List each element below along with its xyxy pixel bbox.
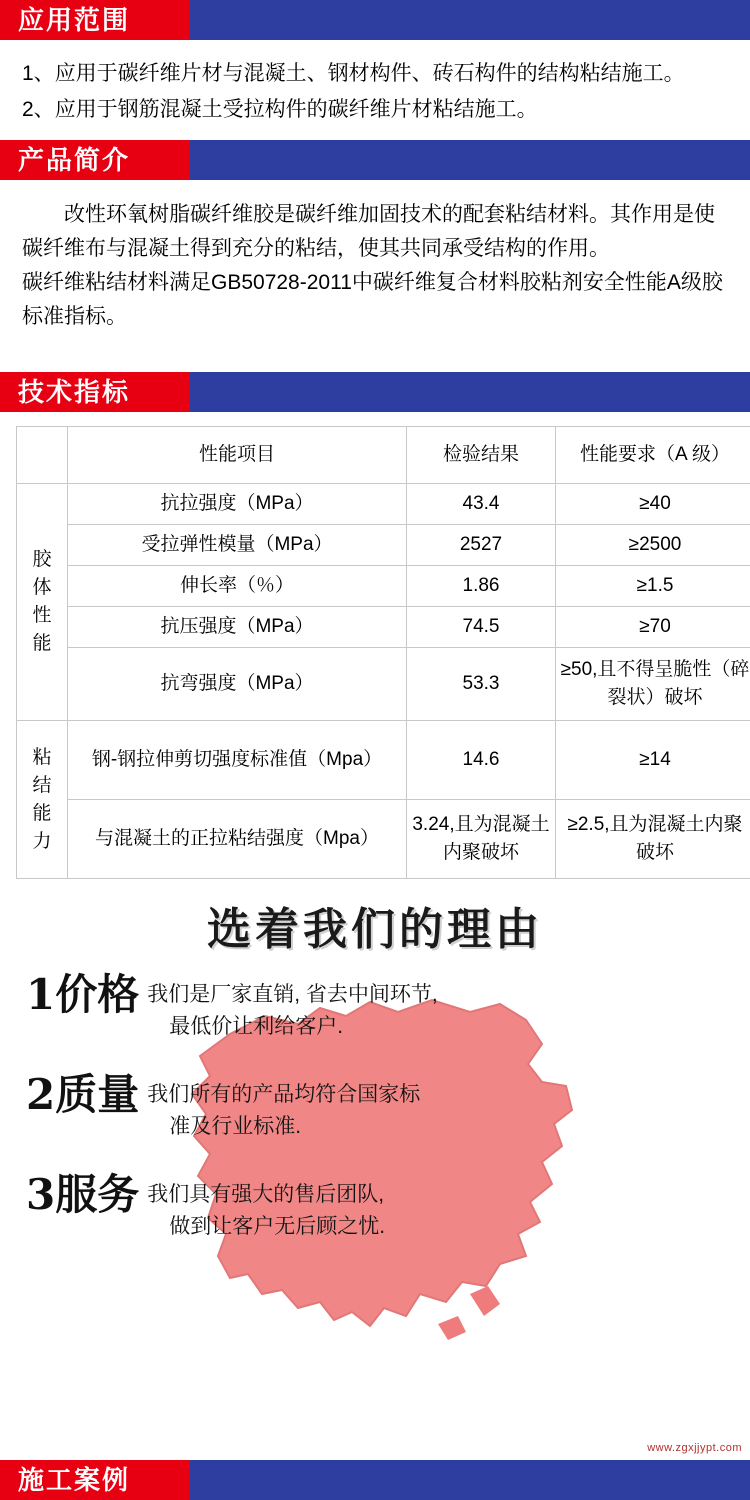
reasons-title: 选着我们的理由	[207, 904, 543, 955]
table-cell-name: 抗弯强度（MPa）	[68, 648, 407, 721]
section-header-tech	[0, 372, 750, 412]
table-cell-require: ≥2.5,且为混凝土内聚破坏	[556, 800, 750, 879]
table-cell-require: ≥14	[556, 721, 750, 800]
table-cell-require: ≥1.5	[556, 566, 750, 607]
table-row	[17, 525, 750, 566]
section-title-cases: 施工案例	[18, 1465, 131, 1495]
reason-body	[139, 1071, 420, 1143]
table-group-label-gel: 胶 体 性 能	[17, 484, 68, 721]
table-cell-result: 2527	[407, 525, 556, 566]
table-header-cell: 性能项目	[68, 427, 407, 484]
section-header-accent	[190, 140, 750, 180]
scope-item-text: 应用于碳纤维片材与混凝土、钢材构件、砖石构件的结构粘结施工。	[54, 62, 685, 85]
section-header-scope	[0, 0, 750, 40]
table-cell-require: ≥40	[556, 484, 750, 525]
reason-line: 我们具有强大的售后团队,	[147, 1183, 385, 1206]
list-item	[26, 971, 750, 1043]
reason-line: 准及行业标准.	[169, 1115, 302, 1138]
table-cell-result: 74.5	[407, 607, 556, 648]
table-header-cell: 检验结果	[407, 427, 556, 484]
reason-line: 最低价让利给客户.	[169, 1015, 344, 1038]
section-title-scope: 应用范围	[18, 5, 131, 35]
table-cell-require: ≥50,且不得呈脆性（碎裂状）破坏	[556, 648, 750, 721]
scope-item-number: 1、	[22, 62, 55, 85]
table-group-label-bond: 粘 结 能 力	[17, 721, 68, 879]
table-row	[17, 607, 750, 648]
table-cell-result: 53.3	[407, 648, 556, 721]
scope-list	[0, 40, 750, 140]
table-cell-name: 受拉弹性模量（MPa）	[68, 525, 407, 566]
reason-line: 我们所有的产品均符合国家标	[147, 1083, 421, 1106]
table-cell-name: 抗拉强度（MPa）	[68, 484, 407, 525]
section-header-accent	[190, 0, 750, 40]
reason-key: 2质量	[26, 1070, 140, 1119]
intro-paragraph: 碳纤维粘结材料满足GB50728-2011中碳纤维复合材料胶粘剂安全性能A级胶标准指标。	[22, 271, 723, 328]
reasons-block	[0, 879, 750, 1349]
table-cell-result: 1.86	[407, 566, 556, 607]
table-cell-result: 14.6	[407, 721, 556, 800]
list-item	[26, 1171, 750, 1243]
table-cell-name: 抗压强度（MPa）	[68, 607, 407, 648]
reasons-list	[0, 957, 750, 1243]
reason-line: 我们是厂家直销, 省去中间环节,	[147, 983, 438, 1006]
tech-table	[16, 426, 750, 879]
section-header-accent	[190, 372, 750, 412]
scope-item-text: 应用于钢筋混凝土受拉构件的碳纤维片材粘结施工。	[54, 98, 538, 121]
reason-key: 3服务	[26, 1170, 140, 1219]
reason-line: 做到让客户无后顾之忧.	[169, 1215, 386, 1238]
section-title-tech: 技术指标	[18, 377, 131, 407]
list-item	[26, 1071, 750, 1143]
table-cell-name: 钢-钢拉伸剪切强度标准值（Mpa）	[68, 721, 407, 800]
table-row	[17, 800, 750, 879]
reason-body	[139, 1171, 385, 1243]
table-header-row	[17, 427, 750, 484]
reason-key: 1价格	[26, 970, 140, 1019]
section-header-accent	[190, 1460, 750, 1500]
table-cell-name: 伸长率（％）	[68, 566, 407, 607]
table-row	[17, 721, 750, 800]
table-cell-result: 43.4	[407, 484, 556, 525]
intro-body	[0, 180, 750, 350]
table-row	[17, 566, 750, 607]
section-header-intro	[0, 140, 750, 180]
table-cell-require: ≥2500	[556, 525, 750, 566]
intro-paragraph: 改性环氧树脂碳纤维胶是碳纤维加固技术的配套粘结材料。其作用是使碳纤维布与混凝土得到充分的粘结，使其共同承受结构的作用。	[22, 203, 715, 260]
table-cell-require: ≥70	[556, 607, 750, 648]
section-title-intro: 产品简介	[18, 145, 131, 175]
list-item	[22, 58, 724, 90]
table-row	[17, 484, 750, 525]
watermark: www.zgxjjypt.com	[647, 1442, 742, 1454]
tech-table-wrap	[0, 412, 750, 879]
table-cell-name: 与混凝土的正拉粘结强度（Mpa）	[68, 800, 407, 879]
scope-item-number: 2、	[22, 98, 55, 121]
reason-body	[139, 971, 438, 1043]
list-item	[22, 94, 724, 126]
table-cell-result: 3.24,且为混凝土内聚破坏	[407, 800, 556, 879]
table-header-cell: 性能要求（A 级）	[556, 427, 750, 484]
table-row	[17, 648, 750, 721]
table-corner-cell	[17, 427, 68, 484]
section-header-cases	[0, 1460, 750, 1500]
